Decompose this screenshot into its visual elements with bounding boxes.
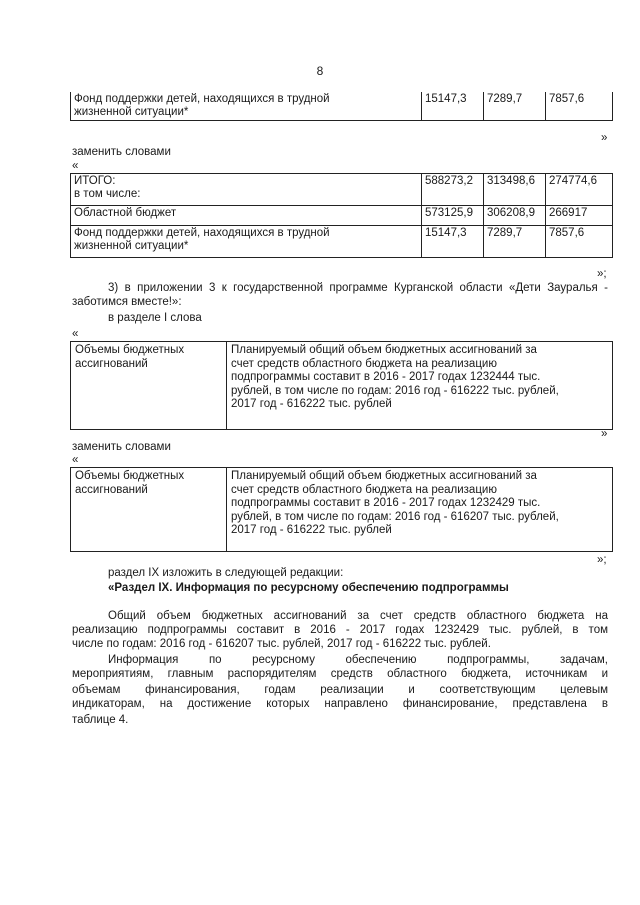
para1-line: Общий объем бюджетных ассигнований за счет средств областного бюджета на bbox=[108, 610, 608, 622]
params-value-line: рублей, в том числе по годам: 2016 год - 616207 тыс. рублей, bbox=[231, 510, 559, 523]
para1-line: реализацию подпрограммы составит в 2016 - 2017 годах 1232429 тыс. рублей, в том bbox=[72, 624, 608, 636]
value-2017: 7289,7 bbox=[484, 92, 546, 121]
para2-line: индикаторам, на достижение которых направлено финансирование, представлена в bbox=[72, 698, 608, 710]
quote-open: « bbox=[72, 160, 79, 172]
quote-open: « bbox=[72, 454, 79, 466]
regional-2017: 306208,9 bbox=[484, 206, 546, 226]
params-label-cell bbox=[71, 342, 227, 430]
params-value-line: подпрограммы составит в 2016 - 2017 годах 1232444 тыс. bbox=[231, 371, 541, 383]
funding-table-new bbox=[70, 173, 613, 258]
regional-2018: 266917 bbox=[546, 206, 613, 226]
fund-name-cell bbox=[71, 92, 422, 121]
table-row bbox=[71, 92, 613, 121]
total-label: ИТОГО: bbox=[74, 175, 116, 187]
params-value-cell bbox=[227, 342, 613, 430]
fund-name-line: Фонд поддержки детей, находящихся в трудной bbox=[74, 93, 330, 105]
quote-close: » bbox=[601, 132, 608, 144]
params-table-new bbox=[70, 467, 613, 552]
table-row bbox=[71, 206, 613, 226]
fund-name-line: жизненной ситуации* bbox=[74, 106, 189, 118]
fund-2018: 7857,6 bbox=[546, 226, 613, 258]
including-label: в том числе: bbox=[74, 188, 141, 200]
item3-line1: 3) в приложении 3 к государственной программе Курганской области «Дети Зауралья - bbox=[108, 282, 608, 294]
value-2018: 7857,6 bbox=[546, 92, 613, 121]
para2-line: таблице 4. bbox=[72, 714, 129, 726]
quote-close-semicolon: »; bbox=[597, 268, 607, 280]
table-row bbox=[71, 226, 613, 258]
section9-heading: «Раздел IX. Информация по ресурсному обеспечению подпрограммы bbox=[108, 582, 509, 594]
params-value-line: счет средств областного бюджета на реализацию bbox=[231, 357, 497, 370]
table-row bbox=[71, 342, 613, 430]
regional-label: Областной бюджет bbox=[71, 206, 422, 226]
fund-name-cell bbox=[71, 226, 422, 258]
fund-name-line: жизненной ситуации* bbox=[74, 240, 189, 252]
params-value-cell bbox=[227, 468, 613, 552]
params-table-old bbox=[70, 341, 613, 430]
total-label-cell bbox=[71, 174, 422, 206]
params-value-line: Планируемый общий объем бюджетных ассигнований за bbox=[231, 344, 537, 356]
params-value-line: подпрограммы составит в 2016 - 2017 годах 1232429 тыс. bbox=[231, 497, 541, 509]
fund-2016: 15147,3 bbox=[422, 226, 484, 258]
params-value-line: счет средств областного бюджета на реализацию bbox=[231, 483, 497, 496]
total-2018: 274774,6 bbox=[546, 174, 613, 206]
para2-line: Информация по ресурсному обеспечению подпрограммы, задачам, bbox=[108, 654, 608, 666]
section9-intro: раздел IX изложить в следующей редакции: bbox=[108, 567, 344, 579]
total-2017: 313498,6 bbox=[484, 174, 546, 206]
funding-table-old-fragment bbox=[70, 92, 613, 121]
params-label-line: ассигнований bbox=[75, 357, 148, 370]
item3-line2: заботимся вместе!»: bbox=[72, 296, 182, 308]
quote-open: « bbox=[72, 328, 79, 340]
params-label-line: Объемы бюджетных bbox=[75, 344, 185, 356]
params-value-line: 2017 год - 616222 тыс. рублей bbox=[231, 524, 392, 536]
params-value-line: 2017 год - 616222 тыс. рублей bbox=[231, 398, 392, 410]
regional-2016: 573125,9 bbox=[422, 206, 484, 226]
params-label-cell bbox=[71, 468, 227, 552]
fund-name-line: Фонд поддержки детей, находящихся в трудной bbox=[74, 227, 330, 239]
replace-words: заменить словами bbox=[72, 441, 171, 453]
para2-line: объемам финансирования, годам реализации и соответствующим целевым bbox=[72, 684, 608, 696]
table-row bbox=[71, 174, 613, 206]
params-value-line: рублей, в том числе по годам: 2016 год - 616222 тыс. рублей, bbox=[231, 384, 559, 397]
quote-close: » bbox=[601, 428, 608, 440]
para1-line: числе по годам: 2016 год - 616207 тыс. рублей, 2017 год - 616222 тыс. рублей. bbox=[72, 638, 491, 650]
para2-line: мероприятиям, главным распорядителям средств областного бюджета, источникам и bbox=[72, 668, 608, 680]
replace-words: заменить словами bbox=[72, 146, 171, 158]
params-label-line: Объемы бюджетных bbox=[75, 470, 185, 482]
value-2016: 15147,3 bbox=[422, 92, 484, 121]
page-number: 8 bbox=[316, 64, 324, 78]
params-value-line: Планируемый общий объем бюджетных ассигнований за bbox=[231, 470, 537, 482]
section1-words: в разделе I слова bbox=[108, 312, 202, 324]
fund-2017: 7289,7 bbox=[484, 226, 546, 258]
table-row bbox=[71, 468, 613, 552]
quote-close-semicolon: »; bbox=[597, 554, 607, 566]
params-label-line: ассигнований bbox=[75, 483, 148, 496]
total-2016: 588273,2 bbox=[422, 174, 484, 206]
